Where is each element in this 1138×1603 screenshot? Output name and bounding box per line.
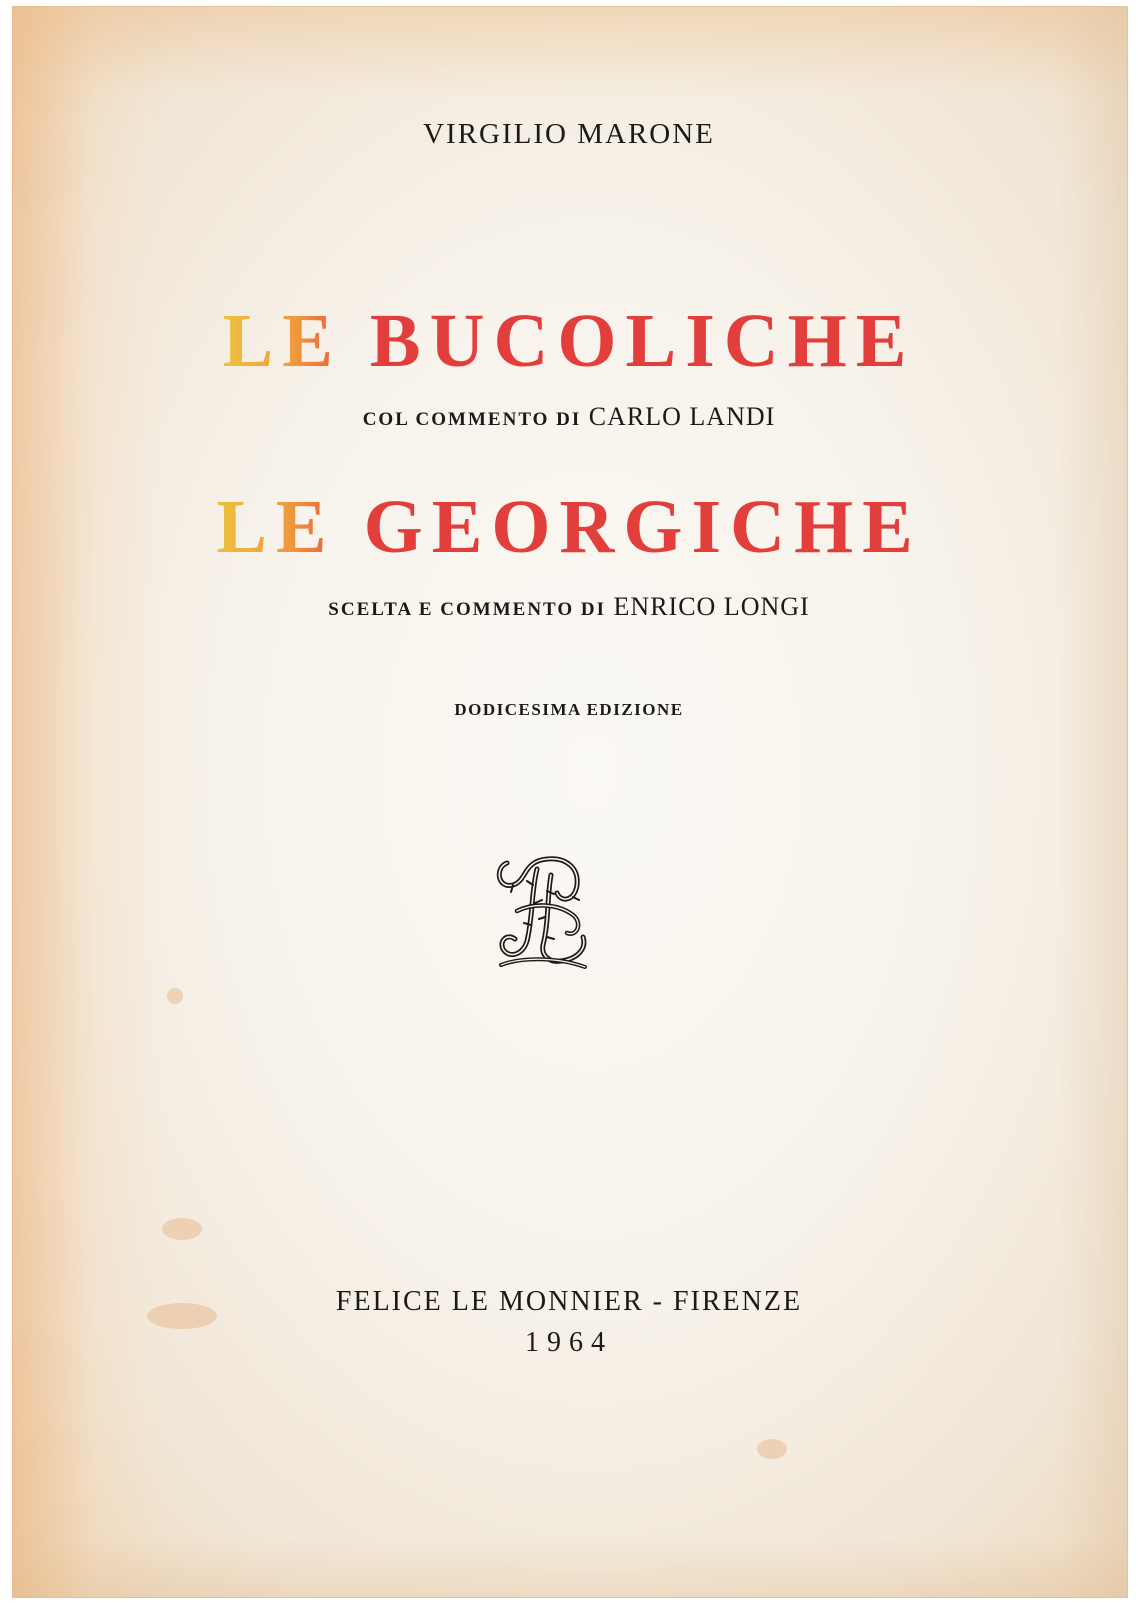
paper-edge-bottom <box>12 1538 1128 1598</box>
title-georgiche <box>0 484 1138 571</box>
stain <box>162 1218 202 1240</box>
title-bucoliche-lead: LE <box>222 299 342 383</box>
credit-bucoliche-name: CARLO LANDI <box>588 402 776 431</box>
credit-bucoliche-prefix: COL COMMENTO DI <box>362 409 582 430</box>
paper-edge-left <box>12 6 162 1598</box>
title-bucoliche-rest: BUCOLICHE <box>369 299 916 383</box>
paper-edge-right <box>1058 6 1128 1598</box>
credit-georgiche-name: ENRICO LONGI <box>613 592 810 621</box>
publisher-name: FELICE LE MONNIER - FIRENZE <box>335 1286 803 1317</box>
paper-edge-top <box>12 6 1128 96</box>
title-georgiche-lead: LE <box>216 485 336 569</box>
book-cover <box>12 6 1128 1598</box>
publication-year: 1964 <box>525 1327 613 1358</box>
edition-label: DODICESIMA EDIZIONE <box>454 700 684 719</box>
stain <box>167 988 183 1004</box>
title-georgiche-rest: GEORGICHE <box>363 485 922 569</box>
credit-georgiche-prefix: SCELTA E COMMENTO DI <box>328 599 607 620</box>
author-name: VIRGILIO MARONE <box>423 118 715 150</box>
stain <box>757 1439 787 1459</box>
monogram-emblem-icon <box>487 845 597 975</box>
credit-georgiche <box>0 592 1138 622</box>
credit-bucoliche <box>0 402 1138 432</box>
title-bucoliche <box>0 298 1138 385</box>
